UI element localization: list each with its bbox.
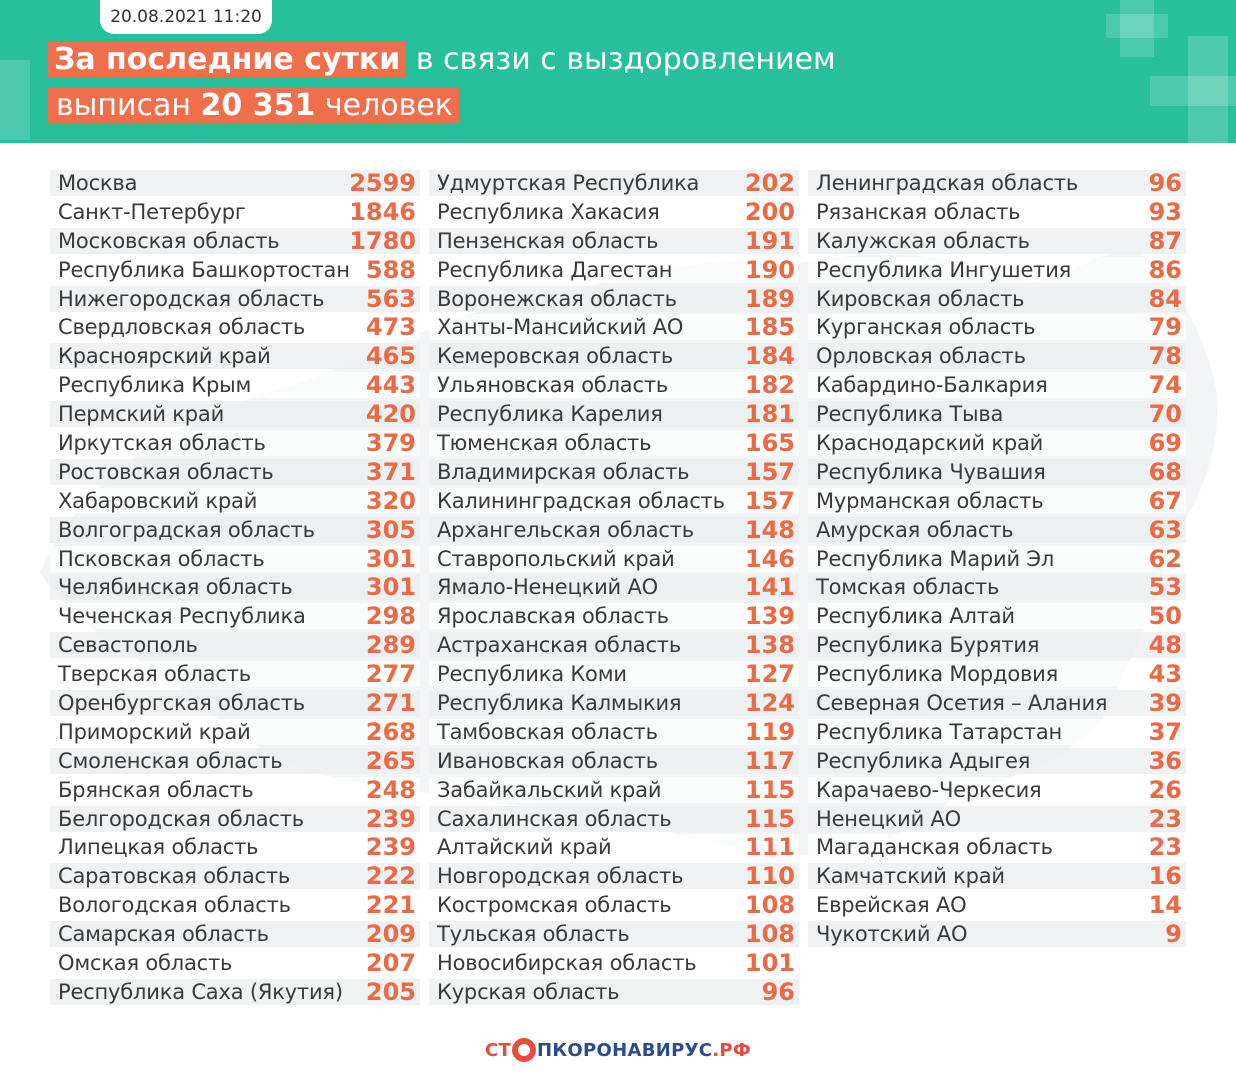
region-value: 139 <box>744 602 795 631</box>
region-row <box>50 401 420 427</box>
region-value: 301 <box>365 544 416 573</box>
region-name: Рязанская область <box>816 199 1021 224</box>
region-value: 70 <box>1148 400 1182 429</box>
region-name: Курская область <box>437 979 620 1004</box>
region-name: Нижегородская область <box>58 286 325 311</box>
region-row <box>808 430 1186 456</box>
region-name: Республика Тыва <box>816 402 1004 427</box>
region-name: Удмуртская Республика <box>437 171 700 195</box>
region-name: Псковская область <box>58 546 265 571</box>
region-row <box>50 199 420 225</box>
region-row <box>50 517 420 543</box>
region-name: Астраханская область <box>437 633 682 658</box>
plus-decoration <box>0 60 30 140</box>
headline-line-1 <box>48 40 836 80</box>
region-row <box>808 372 1186 398</box>
region-value: 443 <box>365 371 416 400</box>
region-row <box>50 777 420 803</box>
region-value: 63 <box>1148 515 1182 544</box>
region-name: Белгородская область <box>58 806 304 831</box>
region-row <box>50 690 420 716</box>
region-row <box>808 777 1186 803</box>
region-value: 93 <box>1148 197 1182 226</box>
region-value: 305 <box>365 515 416 544</box>
region-value: 265 <box>365 746 416 775</box>
region-name: Сахалинская область <box>437 806 672 831</box>
region-name: Республика Чувашия <box>816 459 1046 484</box>
region-value: 69 <box>1148 429 1182 458</box>
region-value: 420 <box>365 400 416 429</box>
region-name: Челябинская область <box>58 575 293 600</box>
region-name: Республика Адыгея <box>816 748 1031 773</box>
logo-text-tld: .РФ <box>712 1039 752 1061</box>
region-value: 115 <box>744 804 795 833</box>
region-value: 1846 <box>349 197 416 226</box>
region-value: 165 <box>744 429 795 458</box>
logo-text-main: ПКОРОНАВИРУС <box>537 1039 713 1061</box>
headline-post: человек <box>315 88 453 123</box>
region-name: Ханты-Мансийский АО <box>437 315 684 340</box>
region-value: 563 <box>365 284 416 313</box>
region-value: 84 <box>1148 284 1182 313</box>
region-value: 108 <box>744 920 795 949</box>
region-row <box>808 286 1186 312</box>
region-value: 268 <box>365 717 416 746</box>
virus-icon <box>512 1038 536 1062</box>
region-row <box>50 979 420 1005</box>
region-name: Оренбургская область <box>58 691 305 716</box>
region-name: Ставропольский край <box>437 546 675 571</box>
region-name: Республика Коми <box>437 662 627 687</box>
region-value: 371 <box>365 457 416 486</box>
region-value: 119 <box>744 717 795 746</box>
region-row <box>50 170 420 196</box>
region-value: 79 <box>1148 313 1182 342</box>
region-name: Еврейская АО <box>816 893 967 918</box>
region-value: 124 <box>744 689 795 718</box>
region-row <box>808 863 1186 889</box>
region-name: Кабардино-Балкария <box>816 373 1048 398</box>
region-value: 184 <box>744 342 795 371</box>
region-value: 298 <box>365 602 416 631</box>
region-name: Воронежская область <box>437 286 677 311</box>
region-name: Самарская область <box>58 922 269 947</box>
region-value: 320 <box>365 486 416 515</box>
region-value: 110 <box>744 862 795 891</box>
region-name: Орловская область <box>816 344 1026 369</box>
region-name: Республика Башкортостан <box>58 257 350 282</box>
region-row <box>429 863 799 889</box>
headline-pre: выписан <box>56 88 201 123</box>
headline-total-box <box>48 88 459 123</box>
region-name: Республика Хакасия <box>437 199 660 224</box>
region-row <box>50 719 420 745</box>
region-value: 239 <box>365 804 416 833</box>
region-row <box>808 459 1186 485</box>
region-row <box>429 661 799 687</box>
region-row <box>50 286 420 312</box>
region-row <box>808 834 1186 860</box>
region-name: Смоленская область <box>58 748 283 773</box>
region-row <box>429 228 799 254</box>
region-value: 53 <box>1148 573 1182 602</box>
region-name: Республика Дагестан <box>437 257 673 282</box>
headline-rest: в связи с выздоровлением <box>406 42 836 77</box>
region-value: 115 <box>744 775 795 804</box>
region-value: 200 <box>744 197 795 226</box>
region-value: 182 <box>744 371 795 400</box>
region-row <box>429 690 799 716</box>
region-value: 1780 <box>349 226 416 255</box>
region-row <box>50 546 420 572</box>
region-name: Новосибирская область <box>437 951 697 976</box>
region-row <box>429 603 799 629</box>
region-row <box>50 314 420 340</box>
region-value: 239 <box>365 833 416 862</box>
region-row <box>429 372 799 398</box>
region-name: Республика Ингушетия <box>816 257 1072 282</box>
region-column-2 <box>429 170 799 1008</box>
region-row <box>429 546 799 572</box>
region-row <box>429 892 799 918</box>
region-value: 185 <box>744 313 795 342</box>
region-value: 271 <box>365 689 416 718</box>
region-value: 87 <box>1148 226 1182 255</box>
region-value: 67 <box>1148 486 1182 515</box>
region-value: 37 <box>1148 717 1182 746</box>
footer <box>0 1020 1236 1080</box>
region-value: 86 <box>1148 255 1182 284</box>
region-name: Вологодская область <box>58 893 291 918</box>
region-name: Калининградская область <box>437 488 725 513</box>
region-row <box>429 170 799 196</box>
region-name: Ямало-Ненецкий АО <box>437 575 658 600</box>
region-row <box>808 661 1186 687</box>
region-value: 301 <box>365 573 416 602</box>
region-row <box>808 517 1186 543</box>
region-row <box>429 343 799 369</box>
region-value: 14 <box>1148 891 1182 920</box>
region-name: Волгоградская область <box>58 517 315 542</box>
region-value: 96 <box>1148 169 1182 197</box>
region-value: 588 <box>365 255 416 284</box>
region-row <box>808 257 1186 283</box>
region-value: 148 <box>744 515 795 544</box>
region-name: Северная Осетия – Алания <box>816 691 1108 716</box>
region-value: 36 <box>1148 746 1182 775</box>
region-name: Московская область <box>58 228 280 253</box>
region-row <box>429 257 799 283</box>
region-row <box>808 892 1186 918</box>
region-value: 202 <box>744 169 795 197</box>
region-name: Приморский край <box>58 719 251 744</box>
stopcoronavirus-logo <box>485 1038 751 1062</box>
region-value: 189 <box>744 284 795 313</box>
region-name: Севастополь <box>58 633 198 658</box>
region-row <box>808 314 1186 340</box>
region-row <box>808 574 1186 600</box>
region-value: 141 <box>744 573 795 602</box>
region-row <box>50 257 420 283</box>
region-name: Ульяновская область <box>437 373 669 398</box>
region-value: 289 <box>365 631 416 660</box>
region-row <box>429 834 799 860</box>
region-row <box>808 488 1186 514</box>
region-name: Брянская область <box>58 777 254 802</box>
region-name: Калужская область <box>816 228 1030 253</box>
region-name: Тюменская область <box>437 431 652 456</box>
region-row <box>50 892 420 918</box>
region-name: Республика Алтай <box>816 604 1015 629</box>
region-name: Республика Бурятия <box>816 633 1040 658</box>
region-value: 68 <box>1148 457 1182 486</box>
region-name: Республика Татарстан <box>816 719 1063 744</box>
region-name: Камчатский край <box>816 864 1005 889</box>
region-name: Кемеровская область <box>437 344 673 369</box>
region-row <box>429 719 799 745</box>
region-value: 111 <box>744 833 795 862</box>
region-row <box>50 603 420 629</box>
region-value: 222 <box>365 862 416 891</box>
region-name: Саратовская область <box>58 864 291 889</box>
region-name: Карачаево-Черкесия <box>816 777 1042 802</box>
region-row <box>808 921 1186 947</box>
region-value: 209 <box>365 920 416 949</box>
region-name: Магаданская область <box>816 835 1053 860</box>
region-row <box>429 430 799 456</box>
region-value: 190 <box>744 255 795 284</box>
region-row <box>50 488 420 514</box>
region-value: 108 <box>744 891 795 920</box>
region-name: Республика Крым <box>58 373 252 398</box>
region-row <box>808 401 1186 427</box>
region-name: Санкт-Петербург <box>58 199 246 224</box>
region-row <box>429 459 799 485</box>
region-row <box>429 517 799 543</box>
region-row <box>808 719 1186 745</box>
region-value: 2599 <box>349 169 416 197</box>
region-value: 26 <box>1148 775 1182 804</box>
region-name: Иркутская область <box>58 431 266 456</box>
region-row <box>50 632 420 658</box>
region-row <box>808 546 1186 572</box>
region-value: 96 <box>761 977 795 1006</box>
region-row <box>808 199 1186 225</box>
region-name: Новгородская область <box>437 864 684 889</box>
region-value: 248 <box>365 775 416 804</box>
region-row <box>429 286 799 312</box>
region-row <box>429 314 799 340</box>
region-name: Забайкальский край <box>437 777 662 802</box>
region-name: Пензенская область <box>437 228 659 253</box>
region-row <box>50 372 420 398</box>
region-row <box>429 401 799 427</box>
region-name: Чукотский АО <box>816 922 968 947</box>
region-column-1 <box>50 170 420 1008</box>
plus-decoration <box>1106 14 1168 38</box>
region-row <box>808 806 1186 832</box>
region-value: 157 <box>744 457 795 486</box>
region-row <box>429 199 799 225</box>
region-value: 16 <box>1148 862 1182 891</box>
region-value: 39 <box>1148 689 1182 718</box>
region-value: 74 <box>1148 371 1182 400</box>
region-value: 127 <box>744 660 795 689</box>
region-value: 78 <box>1148 342 1182 371</box>
region-value: 138 <box>744 631 795 660</box>
region-name: Республика Марий Эл <box>816 546 1055 571</box>
region-row <box>50 834 420 860</box>
region-value: 43 <box>1148 660 1182 689</box>
region-name: Курганская область <box>816 315 1036 340</box>
region-name: Ленинградская область <box>816 171 1079 195</box>
region-name: Москва <box>58 171 138 195</box>
region-name: Омская область <box>58 951 233 976</box>
region-name: Красноярский край <box>58 344 271 369</box>
region-name: Костромская область <box>437 893 672 918</box>
region-value: 62 <box>1148 544 1182 573</box>
region-name: Ненецкий АО <box>816 806 962 831</box>
region-row <box>50 430 420 456</box>
region-row <box>429 806 799 832</box>
date-stamp: 20.08.2021 11:20 <box>100 0 272 34</box>
region-row <box>50 661 420 687</box>
region-value: 221 <box>365 891 416 920</box>
region-row <box>808 343 1186 369</box>
region-value: 117 <box>744 746 795 775</box>
region-name: Тамбовская область <box>437 719 658 744</box>
plus-decoration <box>1150 76 1236 106</box>
region-row <box>50 748 420 774</box>
region-row <box>808 170 1186 196</box>
region-name: Краснодарский край <box>816 431 1044 456</box>
region-row <box>429 979 799 1005</box>
region-value: 48 <box>1148 631 1182 660</box>
region-name: Республика Калмыкия <box>437 691 682 716</box>
region-row <box>429 748 799 774</box>
region-value: 379 <box>365 429 416 458</box>
region-row <box>808 632 1186 658</box>
region-value: 157 <box>744 486 795 515</box>
region-name: Ярославская область <box>437 604 669 629</box>
region-name: Чеченская Республика <box>58 604 306 629</box>
region-row <box>808 603 1186 629</box>
region-row <box>50 950 420 976</box>
region-name: Мурманская область <box>816 488 1044 513</box>
region-value: 205 <box>365 977 416 1006</box>
region-row <box>50 863 420 889</box>
headline-line-2 <box>48 86 459 126</box>
region-row <box>429 950 799 976</box>
region-value: 473 <box>365 313 416 342</box>
region-value: 23 <box>1148 833 1182 862</box>
region-row <box>429 574 799 600</box>
region-name: Амурская область <box>816 517 1014 542</box>
total-discharged: 20 351 <box>200 88 316 123</box>
region-row <box>429 488 799 514</box>
header-banner <box>0 0 1236 143</box>
region-row <box>50 459 420 485</box>
region-value: 191 <box>744 226 795 255</box>
region-value: 277 <box>365 660 416 689</box>
region-name: Владимирская область <box>437 459 690 484</box>
region-row <box>50 806 420 832</box>
headline-highlight: За последние сутки <box>48 42 406 77</box>
region-name: Кировская область <box>816 286 1025 311</box>
region-name: Тверская область <box>58 662 251 687</box>
region-name: Алтайский край <box>437 835 612 860</box>
region-value: 465 <box>365 342 416 371</box>
region-row <box>429 777 799 803</box>
region-name: Архангельская область <box>437 517 694 542</box>
region-row <box>50 574 420 600</box>
region-row <box>429 921 799 947</box>
region-value: 181 <box>744 400 795 429</box>
region-value: 23 <box>1148 804 1182 833</box>
region-name: Республика Саха (Якутия) <box>58 979 343 1004</box>
region-name: Хабаровский край <box>58 488 258 513</box>
region-name: Свердловская область <box>58 315 306 340</box>
region-name: Республика Мордовия <box>816 662 1059 687</box>
region-row <box>50 343 420 369</box>
region-name: Республика Карелия <box>437 402 663 427</box>
region-row <box>429 632 799 658</box>
region-name: Ростовская область <box>58 459 274 484</box>
region-row <box>808 690 1186 716</box>
region-column-3 <box>808 170 1186 950</box>
region-name: Тульская область <box>437 922 630 947</box>
region-value: 50 <box>1148 602 1182 631</box>
region-value: 146 <box>744 544 795 573</box>
region-row <box>808 228 1186 254</box>
region-row <box>50 921 420 947</box>
logo-text-start: СТ <box>484 1039 512 1061</box>
region-name: Томская область <box>816 575 1000 600</box>
region-name: Ивановская область <box>437 748 658 773</box>
region-row <box>50 228 420 254</box>
region-row <box>808 748 1186 774</box>
region-value: 207 <box>365 949 416 978</box>
region-name: Пермский край <box>58 402 225 427</box>
region-value: 101 <box>744 949 795 978</box>
region-name: Липецкая область <box>58 835 259 860</box>
region-value: 9 <box>1165 920 1182 949</box>
